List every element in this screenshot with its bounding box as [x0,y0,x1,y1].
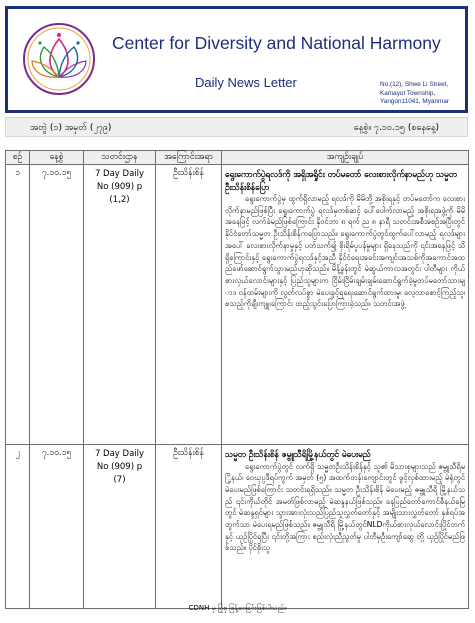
column-header-source: သတင်းဌာန [84,151,156,165]
news-body: ရွေးကောက်ပွဲမှ ထွက်ရှိလာမည့် ရလဒ်ကို မိမိတို့ အစိုးရနှင့် တပ်မတော်က လေးစားလိုက်နာမည်ဖြစ်ပြီး ရွေးကောက်ပွဲ ရလဒ်မှတစ်ဆင့် ပေါ်ပေါက်လာမည့် အစိုးရအဖွဲ့ကို မိမိအနေဖြင့် လက်ခံမည်ဖြစ်ကြောင်း နိုဝင်ဘာ ၈ ရက် ည ၈ နာရီ သတင်းအစီအစဉ်အပြီးတွင် နိုင်ငံတော်သမ္မတ ဦးသိန်းစိန်ကပြောသည်။ ရွေးကောက်ပွဲတွင်ထွက်ပေါ်လာမည့် ရလဒ်များအပေါ် လေးစားလိုက်နာမှုနှင့် ပတ်သက်၍ စိုးရိမ်ပူပန်မှုများ ရှိနေသည်ကို ၎င်းအနေဖြင့် သိရှိကြောင်းနှင့် ရွေးကောက်ပွဲရလဒ်နှင့်အညီ နိုင်ငံရေးအခင်းအကျင်းအသစ်ကိုအကောင်အထည်ဖော်ဆောင်ရွက်သွားမည်ဟုဆိုသည်။ မိန့်ခွန်းတွင် မဲဆွယ်ကာလအတွင်း ပါတီများ ကိုယ်စားလှယ်လောင်းများနှင့် ပြည်သူများက ငြိမ်းငြိမ်းချမ်းချမ်းဆောင်ရွက်ခဲ့မှုတပ်မတော်သားများ၊ ဝန်ထမ်းများကို လွတ်လပ်စွာ မဲပေးခွင့်ရရေးဆောင်ရွက်ထားမှု၊ လေ့လာစောင့်ကြည့်သူ၊ စသည့်ကိုချီးကျူးကြောင်း ထည့်သွင်းပြောကြားခဲ့သည်။ သတင်းအဖွဲ့ [225,194,465,309]
column-header-no: စဉ် [6,151,30,165]
news-headline: ရွေးကောက်ပွဲရလဒ်ကို အရှိအရှိုင်း တပ်မတော် လေးစားလိုက်နာမည်ဟု သမ္မတ ဦးသိန်းစိန်ပြော [225,169,457,192]
source-line: No (909) p [96,182,143,192]
row-category: ဦးသိန်းစိန် [156,165,222,445]
row-summary [222,445,469,609]
address-line: No.(12), Shwe Li Street, [380,81,449,88]
address-block [380,81,470,107]
news-body: ရွေးကောက်ပွဲတွင် လက်ရှိ သမ္မတဦးသိန်းစိန်နှင့် သူ၏ မိသားစုများသည် ဇမ္ဗူသီရိမြို့နယ်၊ ဝေဃုပ္ပဒီရပ်ကွက် အမှတ် (၅) အထက်တန်းကျောင်းတွင် ဖွင့်လှစ်ထားမည့် မဲရုံတွင် မဲပေးမည်ဖြစ်ကြောင်း သတင်းရရှိသည်။ သမ္မတ ဦးသိန်းစိန် မဲပေးမည့် ဇမ္ဗူသီရိ မြို့နယ်သည် ၎င်းကိုယ်တိုင် အမတ်ဖြစ်လာမည့် မဲဆန္ဒနယ်ဖြစ်သည်။ နေပြည်တော်ကောင်စီနယ်မြေတွင် မဲဆန္ဒရှင်များ သွားအားလုံးသည်ပြည်သူလွှတ်တော်နှင့် အမျိုးသားလွှတ်တော် နှစ်ရပ်အတွက်သာ မဲပေးရမည်ဖြစ်သည်။ ဇမ္ဗူသီရိ မြို့နယ်တွင်NLDကိုယ်စားလှယ်လောင်းပြိုင်ဘက်နှင့် ယှဉ်ပြိုင်ရပြီး ၎င်းတို့အကြား စည်းလုံးညီညွတ်မှု ပါတီမှဦးကျော်ဆွေ တို့ ယှဉ်ပြိုင်မည်ဖြစ်သည်။ ပိုင်စိုးသူ [225,461,465,553]
issue-volume: အတွဲ (၁) အမှတ် (၂၇၉) [30,123,112,133]
row-category: ဦးသိန်းစိန် [156,445,222,609]
column-header-date: နေ့စွဲ [30,151,84,165]
row-date: ၇.၁၀.၁၅ [30,445,84,609]
row-source [84,445,156,609]
issue-bar [5,117,468,137]
news-table [5,150,469,609]
footer-note: CDNH မှ ပြုစု ဖြန့်ဝေခြင်းဖြစ်ပါသည်။ [188,604,287,612]
table-header-row [6,151,469,165]
row-source [84,165,156,445]
source-line: No (909) p [96,462,143,472]
masthead [5,6,468,113]
issue-date: နေ့စွဲ။ ၇.၁၀.၁၅ (စနေနေ့) [353,123,439,133]
lotus-peace-emblem-icon [18,19,100,99]
row-number: ၂ [6,445,30,609]
column-header-category: အကြောင်းအရာ [156,151,222,165]
address-line: Yangon11041, Myanmar [380,98,450,105]
address-line: Kamayut Township, [380,89,436,97]
row-date: ၇.၁၀.၁၅ [30,165,84,445]
table-row [6,165,469,445]
source-line: 7 Day Daily [94,169,145,179]
org-name: Center for Diversity and National Harmony [112,33,441,53]
row-number: ၁ [6,165,30,445]
row-summary [222,165,469,445]
source-line: (1,2) [109,195,130,205]
source-line: (7) [113,475,126,485]
table-row [6,445,469,609]
news-headline: သမ္မတ ဦးသိန်းစိန် ဇမ္ဗူသီရိမြို့နယ်တွင် မဲပေးမည် [225,449,371,459]
column-header-summary: အကျဉ်းချုပ် [222,151,469,165]
newsletter-title: Daily News Letter [195,75,297,90]
source-line: 7 Day Daily [94,449,145,459]
